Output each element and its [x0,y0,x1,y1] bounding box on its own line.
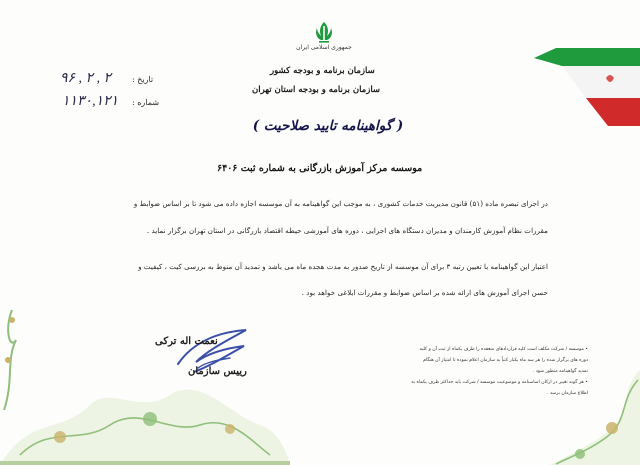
note-line: • هر گونه تغییر در ارکان اساسنامه و موضوعیت موسسه / شرکت باید حداکثر ظرف یکماه به [411,380,588,385]
date-value: ۹۶ , ۲ , ۲ [60,71,112,86]
body-line: مقررات نظام آموزش کارمندان و مدیران دستگاه های اجرایی ، دوره های آموزشی حیطه اقتصاد بازرگانی در استان تهران برگزار نماید . [146,226,548,235]
note-line: • موسسه / شرکت مکلف است کلیه قراردادهای منعقده را ظرف یکماه از ثبت آن و کلیه [419,347,588,352]
body-line: حسن اجرای آموزش های ارائه شده بر اساس ضوابط و مقررات ابلاغی خواهد بود . [301,288,548,297]
iran-emblem-icon [313,20,335,44]
flag-ribbon [522,40,640,140]
note-line: تمدید گواهینامه منظور شود . [532,369,588,374]
note-line: اطلاع سازمان برسد . [546,391,588,396]
date-label: تاریخ : [132,75,154,84]
floral-ornament-left [0,355,290,465]
org-subname: سازمان برنامه و بودجه استان تهران [252,85,381,95]
number-label: شماره : [132,98,160,107]
org-name: سازمان برنامه و بودجه کشور [270,66,375,76]
certificate-title: ( گواهینامه تایید صلاحیت ) [252,118,404,134]
signer-title: رییس سازمان [188,366,247,377]
emblem-caption: جمهوری اسلامی ایران [296,44,352,51]
institute-subject: موسسه مرکز آموزش بازرگانی به شماره ثبت ۶۴۰۶ [217,163,423,174]
note-line: دوره های برگزار شده را هر سه ماه یکبار کتباً به سازمان اعلام نموده تا امتیاز آن هنگام [423,358,588,363]
body-line: در اجرای تبصره ماده (۵۱) قانون مدیریت خدمات کشوری ، به موجب این گواهینامه به آن موسسه اجازه داده می شود تا بر اساس ضوابط و [133,199,548,208]
number-value: ۱۱۳۰,۱۲۱ [62,94,119,109]
floral-ornament-right [550,370,640,465]
body-line: اعتبار این گواهینامه با تعیین رتبه ۳ برای آن موسسه از تاریخ صدور به مدت هجده ماه می باشد و تمدید آن منوط به بررسی کیت ، کیفیت و [138,262,548,271]
signer-name: نعمت اله ترکی [155,336,218,347]
